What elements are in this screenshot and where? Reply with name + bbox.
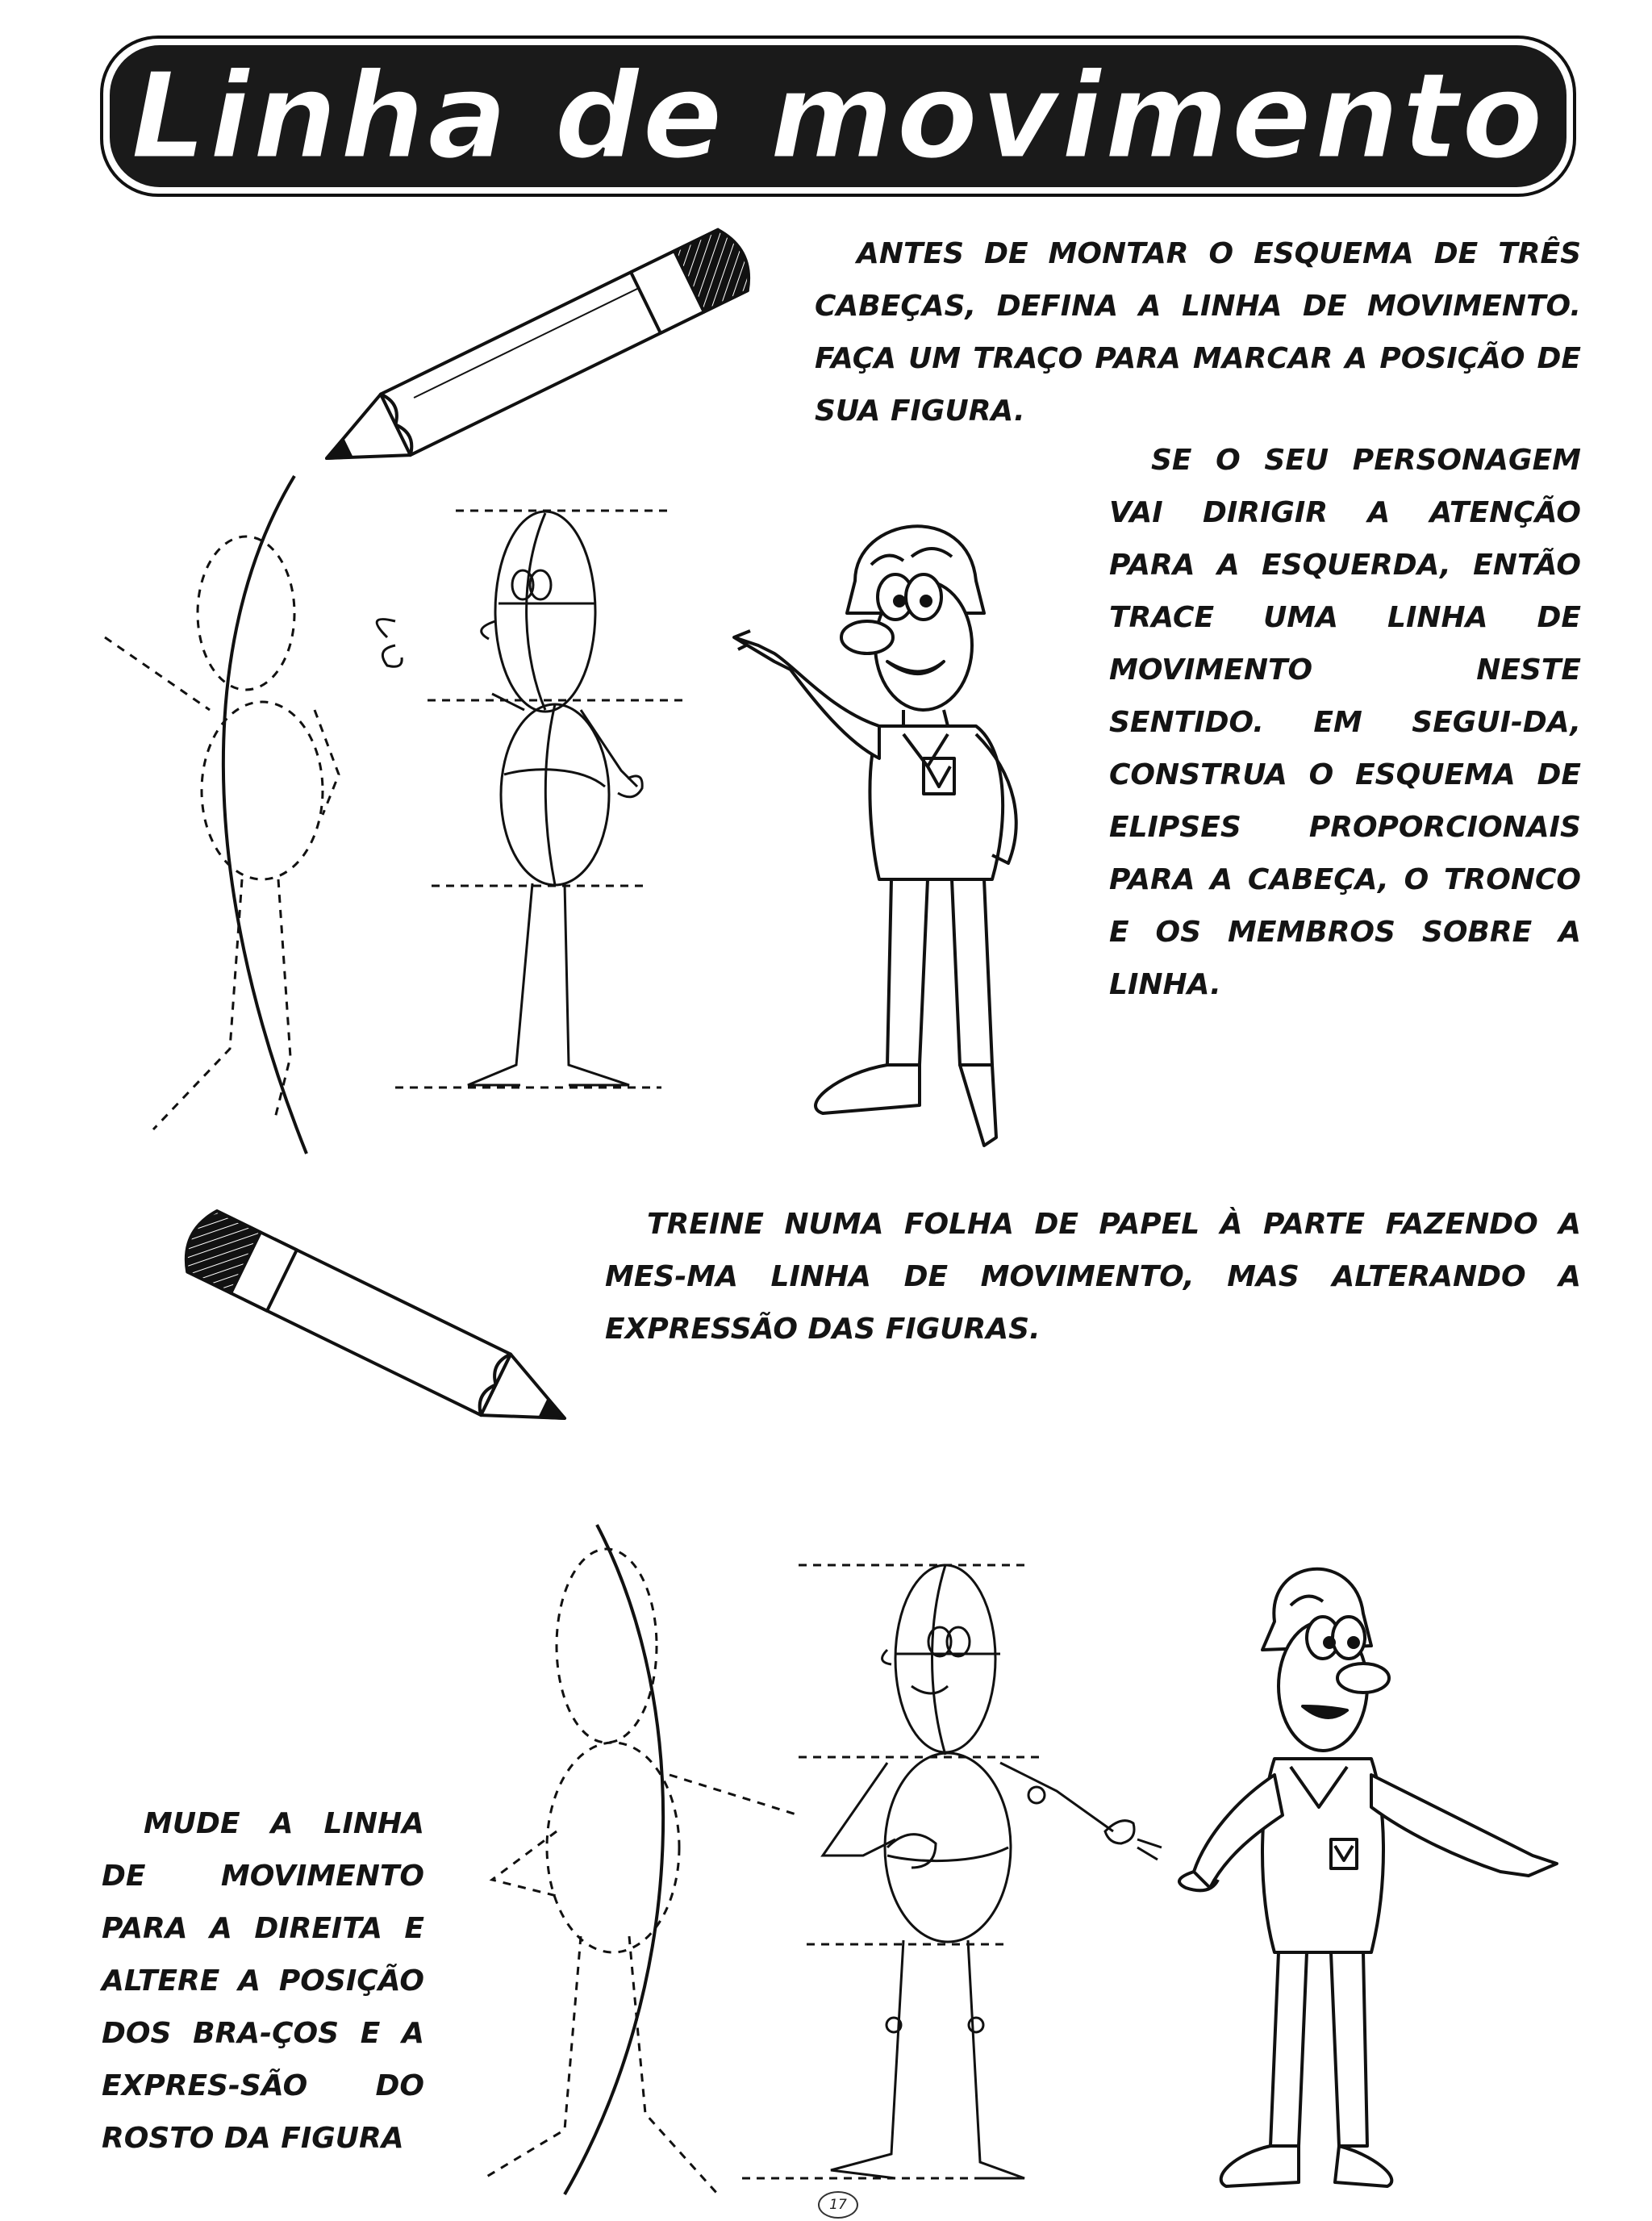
practice-paragraph: TREINE NUMA FOLHA DE PAPEL À PARTE FAZENDO A MES-MA LINHA DE MOVIMENTO, MAS ALTERANDO A EXPRESSÃO DAS FIGURAS. — [605, 1208, 1581, 1346]
right-direction-paragraph: MUDE A LINHA DE MOVIMENTO PARA A DIREITA E ALTERE A POSIÇÃO DOS BRA-ÇOS E A EXPRES-SÃO DO ROSTO DA FIGURA — [102, 1807, 424, 2155]
left-direction-paragraph: SE O SEU PERSONAGEM VAI DIRIGIR A ATENÇÃO PARA A ESQUERDA, ENTÃO TRACE UMA LINHA DE MOVIMENTO NESTE SENTIDO. EM SEGUI-DA, CONSTRUA O ESQUEMA DE ELIPSES PROPORCIONAIS PARA A CABEÇA, O TRONCO E OS MEMBROS SOBRE A LINHA. — [1109, 444, 1581, 1001]
page-title: Linha de movimento — [130, 47, 1546, 186]
top-character-pointing-left — [734, 526, 1016, 1146]
bottom-ellipse-figure-sketch — [742, 1565, 1162, 2178]
page-number-badge — [818, 2191, 858, 2219]
bottom-character-arms-open — [1179, 1569, 1557, 2186]
top-movement-line-sketch — [105, 476, 339, 1154]
bottom-movement-line-sketch — [484, 1525, 799, 2194]
pencil-middle-drawing — [177, 1205, 580, 1448]
intro-paragraph: ANTES DE MONTAR O ESQUEMA DE TRÊS CABEÇAS, DEFINA A LINHA DE MOVIMENTO. FAÇA UM TRAÇO PARA MARCAR A POSIÇÃO DE SUA FIGURA. — [815, 237, 1581, 428]
pencil-top-drawing — [312, 224, 759, 489]
top-ellipse-figure-sketch — [377, 511, 686, 1088]
page-number: 17 — [829, 2197, 847, 2213]
